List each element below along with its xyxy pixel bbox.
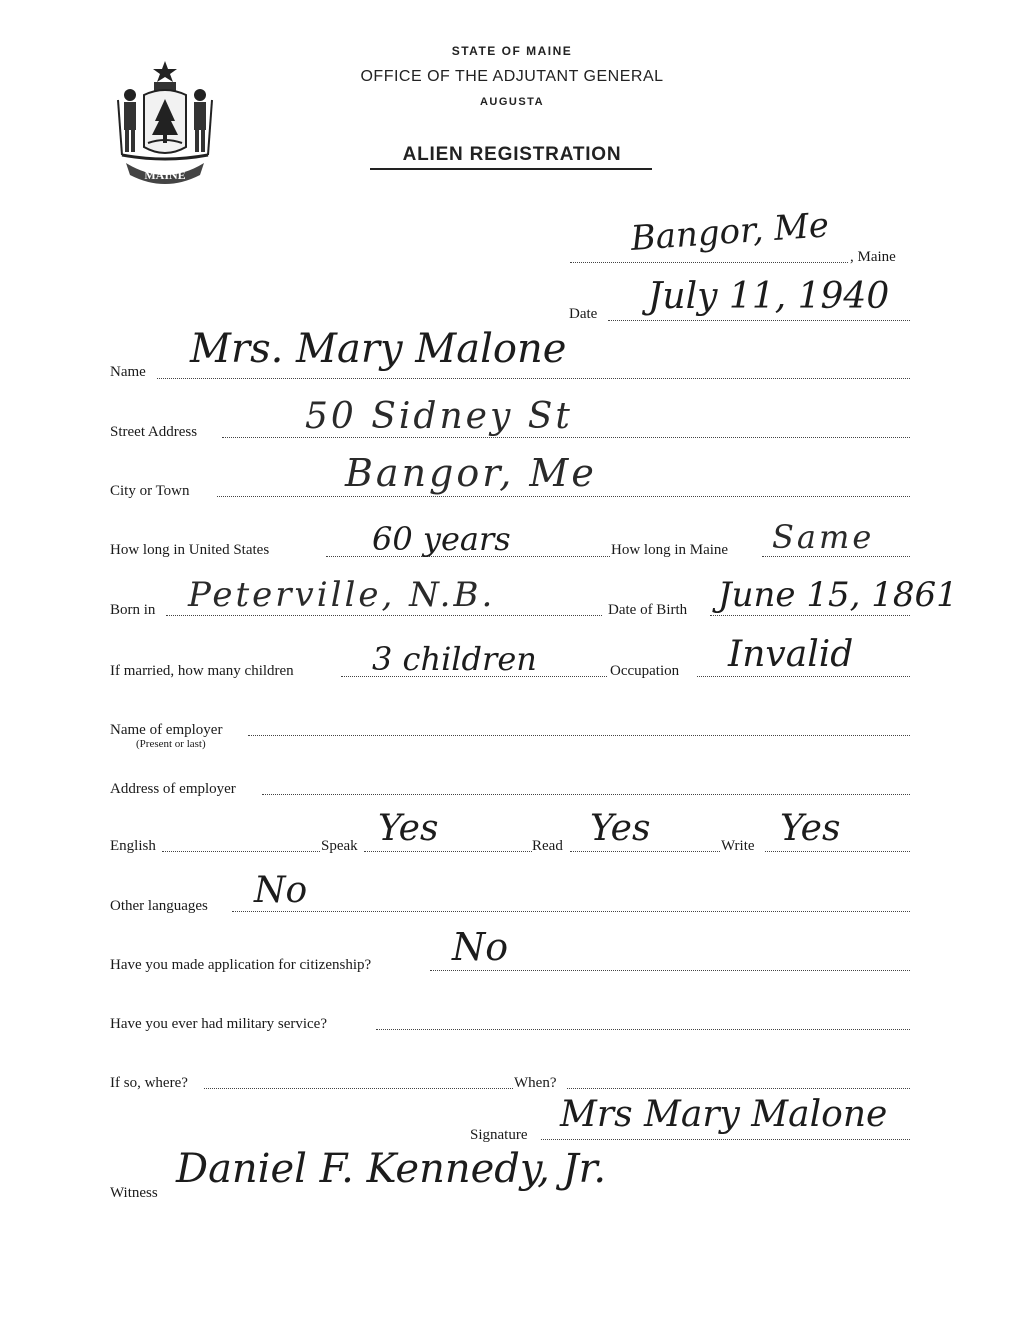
name-label: Name bbox=[110, 364, 146, 380]
when-line bbox=[567, 1088, 910, 1089]
english-label: English bbox=[110, 838, 156, 854]
date-label: Date bbox=[569, 306, 598, 322]
how-long-maine-line bbox=[762, 556, 910, 557]
occupation-line bbox=[697, 676, 910, 677]
employer-line bbox=[248, 735, 910, 736]
name-value: Mrs. Mary Malone bbox=[190, 326, 567, 372]
maine-state-seal bbox=[108, 55, 223, 187]
street-value: 50 Sidney St bbox=[305, 396, 573, 437]
how-long-maine-label: How long in Maine bbox=[611, 542, 729, 558]
how-long-maine-value: Same bbox=[772, 518, 875, 556]
citizenship-line bbox=[430, 970, 910, 971]
occupation-label: Occupation bbox=[610, 663, 680, 679]
form-title: ALIEN REGISTRATION bbox=[402, 144, 622, 165]
where-label: If so, where? bbox=[110, 1075, 188, 1091]
date-value: July 11, 1940 bbox=[648, 276, 890, 317]
city-label: City or Town bbox=[110, 483, 190, 499]
witness-value: Daniel F. Kennedy, Jr. bbox=[176, 1146, 607, 1192]
signature-label: Signature bbox=[470, 1127, 528, 1143]
dob-label: Date of Birth bbox=[608, 602, 688, 618]
speak-value: Yes bbox=[378, 808, 439, 849]
city-line bbox=[217, 496, 910, 497]
write-label: Write bbox=[721, 838, 755, 854]
header-office: OFFICE OF THE ADJUTANT GENERAL bbox=[360, 68, 664, 85]
born-in-value: Peterville, N.B. bbox=[188, 575, 496, 615]
military-line bbox=[376, 1029, 910, 1030]
citizenship-label: Have you made application for citizenship? bbox=[110, 957, 372, 973]
born-in-line bbox=[166, 615, 602, 616]
witness-label: Witness bbox=[110, 1185, 158, 1201]
read-line bbox=[570, 851, 720, 852]
write-line bbox=[765, 851, 910, 852]
signature-value: Mrs Mary Malone bbox=[560, 1094, 888, 1135]
other-languages-line bbox=[232, 911, 910, 912]
how-long-us-label: How long in United States bbox=[110, 542, 270, 558]
signature-line bbox=[541, 1139, 910, 1140]
employer-address-label: Address of employer bbox=[110, 781, 236, 797]
other-languages-label: Other languages bbox=[110, 898, 208, 914]
when-label: When? bbox=[514, 1075, 557, 1091]
street-label: Street Address bbox=[110, 424, 198, 440]
children-label: If married, how many children bbox=[110, 663, 294, 679]
where-line bbox=[204, 1088, 513, 1089]
children-value: 3 children bbox=[372, 640, 537, 678]
city-value: Bangor, Me bbox=[345, 451, 597, 495]
location-suffix: , Maine bbox=[850, 249, 896, 265]
header-state: STATE OF MAINE bbox=[451, 44, 573, 58]
location-value: Bangor, Me bbox=[629, 205, 831, 259]
dob-value: June 15, 1861 bbox=[718, 575, 958, 615]
street-line bbox=[222, 437, 910, 438]
occupation-value: Invalid bbox=[728, 634, 854, 675]
employer-address-line bbox=[262, 794, 910, 795]
employer-label: Name of employer bbox=[110, 722, 223, 738]
speak-label: Speak bbox=[321, 838, 358, 854]
english-line bbox=[162, 851, 320, 852]
name-line bbox=[157, 378, 910, 379]
citizenship-value: No bbox=[452, 925, 509, 969]
header-city: AUGUSTA bbox=[479, 96, 545, 108]
title-underline bbox=[370, 168, 652, 170]
other-languages-value: No bbox=[254, 870, 308, 911]
dob-line bbox=[710, 615, 910, 616]
read-value: Yes bbox=[590, 808, 651, 849]
svg-text:MAINE: MAINE bbox=[144, 168, 186, 182]
read-label: Read bbox=[532, 838, 563, 854]
date-line bbox=[608, 320, 910, 321]
military-label: Have you ever had military service? bbox=[110, 1016, 327, 1032]
speak-line bbox=[364, 851, 532, 852]
write-value: Yes bbox=[780, 808, 841, 849]
how-long-us-value: 60 years bbox=[372, 520, 511, 558]
born-in-label: Born in bbox=[110, 602, 156, 618]
location-line bbox=[570, 262, 848, 263]
employer-sublabel: (Present or last) bbox=[136, 738, 206, 750]
